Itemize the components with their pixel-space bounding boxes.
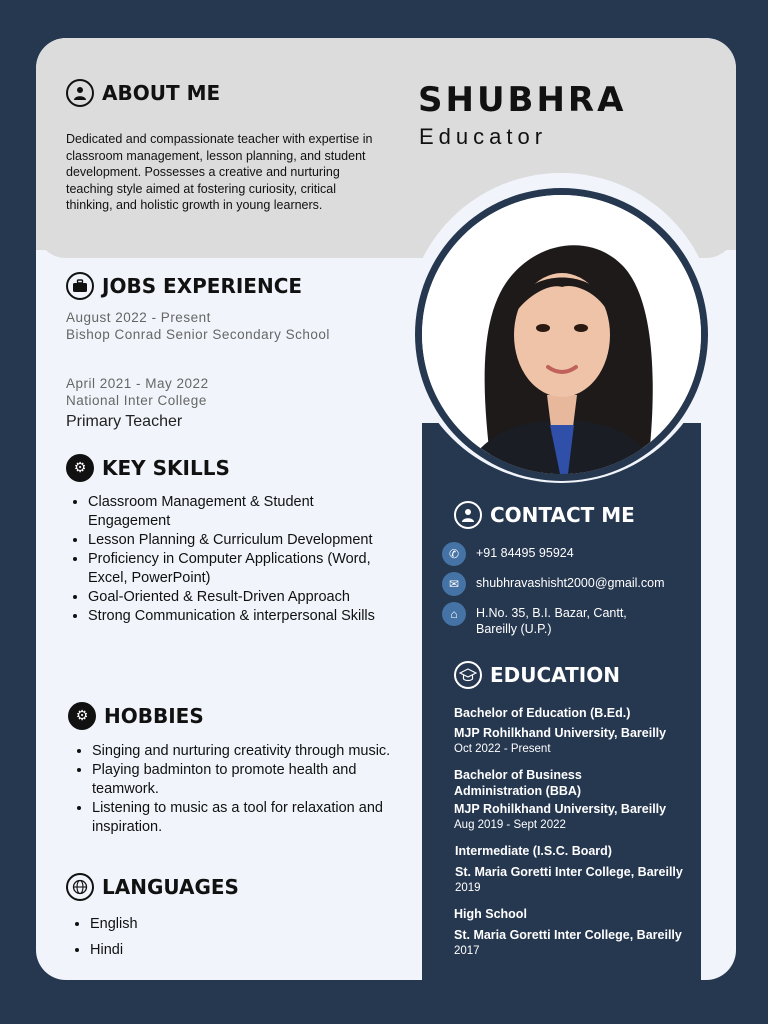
list-item: • Goal-Oriented & Result-Driven Approach: [88, 588, 388, 607]
portrait-illustration: [422, 195, 701, 474]
list-item: • Lesson Planning & Curriculum Development: [88, 531, 388, 550]
person-name: SHUBHRA: [418, 80, 627, 120]
degree: Bachelor of Education (B.Ed.): [454, 706, 631, 720]
school: MJP Rohilkhand University, Bareilly: [454, 802, 667, 816]
contact-address: [442, 602, 627, 637]
contact-title: CONTACT ME: [490, 503, 635, 527]
jobs-heading: [66, 272, 302, 300]
list-item: • Classroom Management & Student Engagement: [88, 493, 388, 531]
list-item: • Strong Communication & interpersonal Skills: [88, 607, 388, 626]
degree: High School: [454, 907, 527, 921]
hobbies-list: [70, 742, 402, 837]
about-title: ABOUT ME: [102, 81, 221, 105]
edu-dates: Oct 2022 - Present: [454, 743, 551, 755]
job-dates: April 2021 - May 2022: [66, 376, 209, 391]
profile-photo: [422, 195, 701, 474]
job-place: National Inter College: [66, 393, 207, 408]
education-heading: [454, 661, 620, 689]
address-line: Bareilly (U.P.): [476, 622, 552, 636]
jobs-title: JOBS EXPERIENCE: [102, 274, 303, 298]
address-line: H.No. 35, B.I. Bazar, Cantt,: [476, 606, 627, 620]
job-role: Primary Teacher: [66, 413, 183, 430]
education-entry-details: [454, 800, 704, 832]
education-entry: [454, 767, 624, 799]
edu-dates: 2019: [455, 882, 481, 894]
gear-icon: ⚙: [68, 702, 96, 730]
education-title: EDUCATION: [490, 663, 620, 687]
degree: Intermediate (I.S.C. Board): [455, 844, 612, 858]
list-item: • Singing and nurturing creativity through music.: [92, 742, 402, 761]
school: MJP Rohilkhand University, Bareilly: [454, 726, 667, 740]
about-heading: [66, 79, 220, 107]
mail-icon: ✉: [442, 572, 466, 596]
degree: Bachelor of Business Administration (BBA): [454, 768, 582, 798]
phone-text: +91 84495 95924: [476, 546, 574, 560]
contact-phone: [442, 542, 574, 566]
languages-list: [68, 911, 290, 963]
languages-heading: [66, 873, 239, 901]
contact-email: [442, 572, 664, 596]
list-item: • Listening to music as a tool for relaxation and inspiration.: [92, 799, 402, 837]
education-entry: [454, 906, 704, 958]
job-place: Bishop Conrad Senior Secondary School: [66, 327, 330, 342]
education-entry: [455, 843, 705, 895]
edu-dates: Aug 2019 - Sept 2022: [454, 819, 566, 831]
skills-heading: [66, 454, 230, 482]
skills-list: [66, 493, 388, 626]
hobbies-heading: [68, 702, 204, 730]
gear-icon: ⚙: [66, 454, 94, 482]
address-text: [476, 602, 627, 637]
school: St. Maria Goretti Inter College, Bareilly: [455, 865, 683, 879]
list-item: • Hindi: [90, 937, 290, 963]
education-entry: [454, 705, 704, 756]
user-icon: [454, 501, 482, 529]
list-item: • Playing badminton to promote health and teamwork.: [92, 761, 402, 799]
person-role: Educator: [419, 124, 548, 149]
skills-title: KEY SKILLS: [102, 456, 230, 480]
contact-heading: [454, 501, 635, 529]
list-item: • English: [90, 911, 290, 937]
email-text: shubhravashisht2000@gmail.com: [476, 576, 665, 590]
about-text: Dedicated and compassionate teacher with expertise in classroom management, lesson planning, and student development. Possesses a creative and nurturing teaching style aimed at fostering curiosity, critical thinking, and holistic growth in young learners.: [66, 132, 373, 212]
globe-icon: [66, 873, 94, 901]
phone-icon: ✆: [442, 542, 466, 566]
hobbies-title: HOBBIES: [104, 704, 204, 728]
user-icon: [66, 79, 94, 107]
job-dates: August 2022 - Present: [66, 310, 211, 325]
school: St. Maria Goretti Inter College, Bareilly: [454, 928, 682, 942]
briefcase-icon: [66, 272, 94, 300]
graduation-cap-icon: [454, 661, 482, 689]
list-item: • Proficiency in Computer Applications (Word, Excel, PowerPoint): [88, 550, 388, 588]
edu-dates: 2017: [454, 945, 480, 957]
languages-title: LANGUAGES: [102, 875, 239, 899]
home-icon: ⌂: [442, 602, 466, 626]
